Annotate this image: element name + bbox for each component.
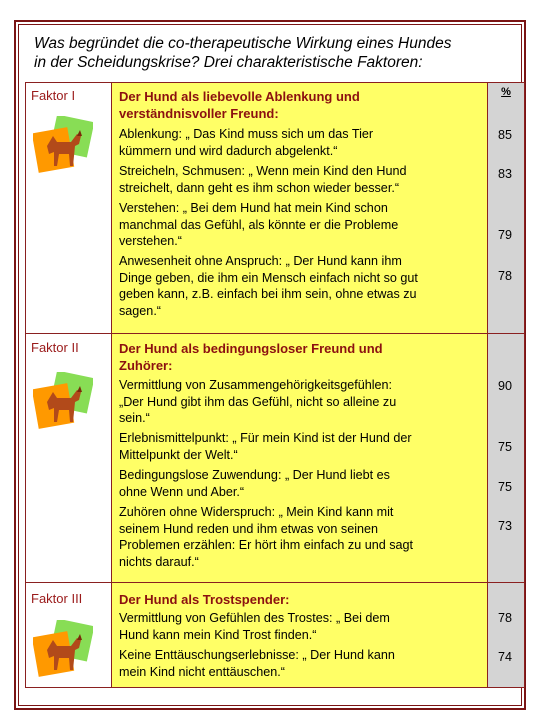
item-line: „Der Hund gibt ihm das Gefühl, nicht so alleine zu xyxy=(119,394,397,409)
factor-2-item-1-percent: 90 xyxy=(497,379,512,393)
item-line: Vermittlung von Zusammengehörigkeitsgefühlen: xyxy=(119,378,393,392)
factor-table xyxy=(25,82,525,688)
item-line: Ablenkung: „ Das Kind muss sich um das Tier xyxy=(119,127,374,141)
factor-1-item-2 xyxy=(119,163,481,196)
item-line: seinem Hund reden und ihm etwas von seinen xyxy=(119,521,379,536)
heading-line: Zuhörer: xyxy=(119,358,173,373)
factor-2-item-4 xyxy=(119,504,481,570)
heading-line: Der Hund als bedingungsloser Freund und xyxy=(119,341,383,356)
factor-1-label: Faktor I xyxy=(31,88,76,103)
factor-2-item-4-percent: 73 xyxy=(497,519,512,533)
factor-2-item-3 xyxy=(119,467,481,500)
title-line-2: in der Scheidungskrise? Drei charakteristische Faktoren: xyxy=(34,54,423,71)
factor-1-item-4-percent: 78 xyxy=(497,269,512,283)
item-line: Keine Enttäuschungserlebnisse: „ Der Hund kann xyxy=(119,648,395,662)
factor-1-heading xyxy=(119,88,481,122)
table-border-bottom xyxy=(25,687,525,688)
item-line: Streicheln, Schmusen: „ Wenn mein Kind den Hund xyxy=(119,164,407,178)
item-line: Erlebnismittelpunkt: „ Für mein Kind ist der Hund der xyxy=(119,431,412,445)
title-line-1: Was begründet die co-therapeutische Wirkung eines Hundes xyxy=(34,35,452,52)
factor-3-item-1-percent: 78 xyxy=(497,611,512,625)
factor-2-item-1 xyxy=(119,377,481,427)
item-line: kümmern und wird dadurch abgelenkt.“ xyxy=(119,143,338,158)
heading-line: verständnisvoller Freund: xyxy=(119,106,279,121)
item-line: nichts darauf.“ xyxy=(119,554,199,569)
row-divider-2 xyxy=(25,582,525,583)
item-line: Verstehen: „ Bei dem Hund hat mein Kind schon xyxy=(119,201,388,215)
item-line: sein.“ xyxy=(119,411,150,425)
factor-2-item-2-percent: 75 xyxy=(497,440,512,454)
dog-icon xyxy=(33,116,93,176)
factor-1-item-4 xyxy=(119,253,481,319)
item-line: verstehen.“ xyxy=(119,234,182,248)
factor-2-item-3-percent: 75 xyxy=(497,480,512,494)
dog-icon xyxy=(33,372,93,432)
dog-icon xyxy=(33,620,93,680)
table-border-right xyxy=(524,82,525,688)
factor-2-label: Faktor II xyxy=(31,340,79,355)
item-line: manchmal das Gefühl, als könnte er die Probleme xyxy=(119,217,399,232)
percent-header: % xyxy=(501,86,511,98)
table-border-top xyxy=(25,82,525,83)
table-border-left xyxy=(25,82,26,688)
factor-1-item-3 xyxy=(119,200,481,250)
item-line: streichelt, dann geht es ihm schon wieder besser.“ xyxy=(119,180,400,195)
row-divider-1 xyxy=(25,333,525,334)
item-line: Hund kann mein Kind Trost finden.“ xyxy=(119,627,317,642)
factor-1-item-3-percent: 79 xyxy=(497,228,512,242)
item-line: Anwesenheit ohne Anspruch: „ Der Hund kann ihm xyxy=(119,254,402,268)
item-line: Bedingungslose Zuwendung: „ Der Hund liebt es xyxy=(119,468,390,482)
factor-1-item-1 xyxy=(119,126,481,159)
heading-line: Der Hund als Trostspender: xyxy=(119,592,290,607)
item-line: sagen.“ xyxy=(119,303,162,318)
item-line: ohne Wenn und Aber.“ xyxy=(119,484,245,499)
item-line: Vermittlung von Gefühlen des Trostes: „ Bei dem xyxy=(119,611,390,625)
heading-line: Der Hund als liebevolle Ablenkung und xyxy=(119,89,360,104)
item-line: Mittelpunkt der Welt.“ xyxy=(119,447,238,462)
item-line: Zuhören ohne Widerspruch: „ Mein Kind kann mit xyxy=(119,505,394,519)
item-line: geben kann, z.B. einfach bei ihm sein, ohne etwas zu xyxy=(119,287,417,301)
factor-3-item-2 xyxy=(119,647,481,680)
factor-3-item-2-percent: 74 xyxy=(497,650,512,664)
factor-1-item-2-percent: 83 xyxy=(497,167,512,181)
factor-3-label: Faktor III xyxy=(31,591,83,606)
page-title xyxy=(34,34,514,72)
factor-1-item-1-percent: 85 xyxy=(497,128,512,142)
factor-2-item-2 xyxy=(119,430,481,463)
item-line: Problemen erzählen: Er hört ihm einfach zu und sagt xyxy=(119,538,414,552)
item-line: Dinge geben, die ihm ein Mensch einfach nicht so gut xyxy=(119,270,418,285)
factor-2-heading xyxy=(119,340,481,374)
column-divider-1 xyxy=(111,82,112,688)
factor-3-heading xyxy=(119,591,481,608)
factor-3-item-1 xyxy=(119,610,481,643)
item-line: mein Kind nicht enttäuschen.“ xyxy=(119,664,285,679)
